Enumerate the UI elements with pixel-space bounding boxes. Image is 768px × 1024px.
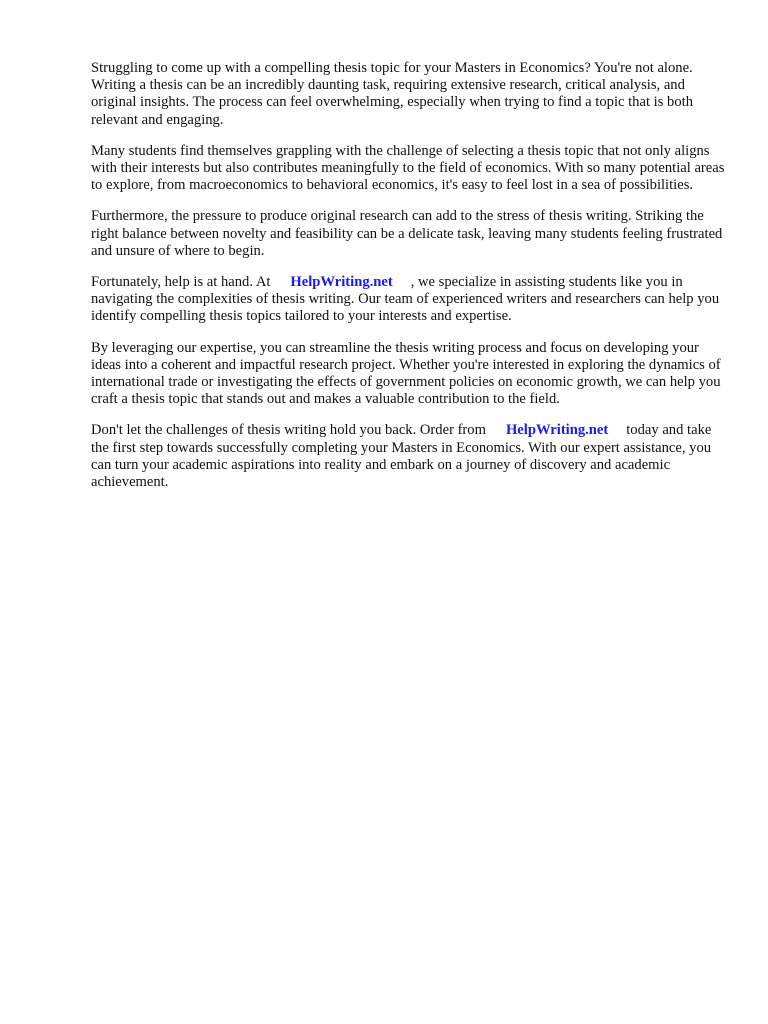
paragraph-order xyxy=(91,422,731,491)
document-page xyxy=(91,60,731,505)
paragraph-order-before: Don't let the challenges of thesis writing hold you back. Order from xyxy=(91,422,486,439)
helpwriting-link[interactable]: HelpWriting.net xyxy=(290,274,393,291)
paragraph-help-after: , we specialize in assisting students like you in navigating the complexities of thesis writing. Our team of experienced writers and researchers can help you identify compelling thesis topics tailored to your interests and expertise. xyxy=(91,274,720,325)
paragraph-help-before: Fortunately, help is at hand. At xyxy=(91,274,271,291)
paragraph-order-after: today and take the first step towards successfully completing your Masters in Economics. With our expert assistance, you can turn your academic aspirations into reality and embark on a journey of discovery and academic achievement. xyxy=(91,422,712,491)
paragraph-challenge: Many students find themselves grappling with the challenge of selecting a thesis topic that not only aligns with their interests but also contributes meaningfully to the field of economics. With so many potential areas to explore, from macroeconomics to behavioral economics, it's easy to feel lost in a sea of possibilities. xyxy=(91,142,725,194)
paragraph-pressure: Furthermore, the pressure to produce original research can add to the stress of thesis writing. Striking the right balance between novelty and feasibility can be a delicate task, leaving many students feeling frustrated and unsure of where to begin. xyxy=(91,208,723,259)
helpwriting-order-link[interactable]: HelpWriting.net xyxy=(505,422,609,439)
paragraph-intro: Struggling to come up with a compelling thesis topic for your Masters in Economics? You're not alone. Writing a thesis can be an incredibly daunting task, requiring extensive research, critical analysis, and original insights. The process can feel overwhelming, especially when trying to find a topic that is both relevant and engaging. xyxy=(91,60,693,128)
paragraph-help xyxy=(91,274,731,326)
paragraph-expertise: By leveraging our expertise, you can streamline the thesis writing process and focus on developing your ideas into a coherent and impactful research project. Whether you're interested in exploring the dynamics of international trade or investigating the effects of government policies on economic growth, we can help you craft a thesis topic that stands out and makes a valuable contribution to the field. xyxy=(91,339,721,408)
